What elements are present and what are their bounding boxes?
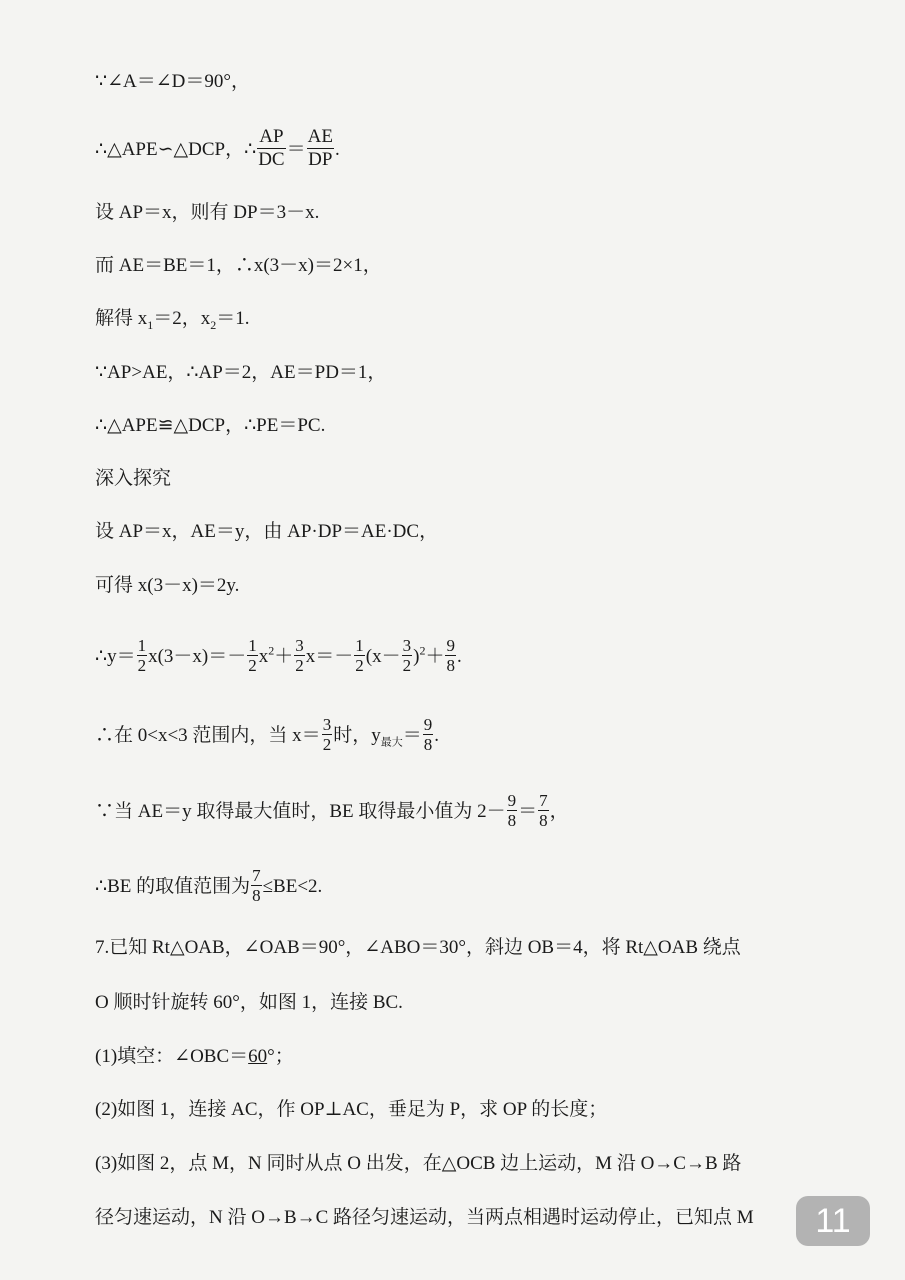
page-count-badge[interactable]: 11 bbox=[796, 1196, 870, 1246]
problem-7-part-1: (1)填空：∠OBC＝60°； bbox=[95, 1046, 294, 1067]
proof-line-11: ∴y＝ $\frac{1}{2}$ x(3－x)＝－ $\frac{1}{2}$ $x^2+$ $\frac{3}{2}$ x＝－ $\frac{1}{2}$ (x－ $\frac{3}{2}$ )$^2$＋ $\frac{9}{8}$ . bbox=[95, 636, 462, 675]
fraction: $\frac{7}{8}$ bbox=[539, 791, 548, 830]
fraction: $\frac{1}{2}$ bbox=[355, 636, 364, 675]
proof-line-9: 设 AP＝x，AE＝y，由 AP·DP＝AE·DC， bbox=[95, 521, 439, 542]
fraction: $\frac{AP}{DC}$ bbox=[258, 126, 285, 170]
problem-7-part-3: (3)如图 2，点 M，N 同时从点 O 出发，在△OCB 边上运动，M 沿 O→C→B 路 bbox=[95, 1153, 742, 1174]
proof-line-2: ∴△APE∽△DCP，∴ $\frac{AP}{DC}$ ＝ $\frac{AE}{DP}$ . bbox=[95, 126, 340, 170]
proof-line-6: ∵AP>AE，∴AP＝2，AE＝PD＝1， bbox=[95, 362, 387, 383]
fraction: $\frac{1}{2}$ bbox=[248, 636, 257, 675]
problem-7-line-2: O 顺时针旋转 60°，如图 1，连接 BC. bbox=[95, 992, 403, 1013]
fraction: $\frac{AE}{DP}$ bbox=[307, 126, 333, 170]
fraction: $\frac{3}{2}$ bbox=[402, 636, 412, 675]
proof-line-1: ∵∠A＝∠D＝90°， bbox=[95, 71, 250, 92]
proof-line-5: 解得 $x_1=2$，$x_2=1$. bbox=[95, 308, 250, 332]
proof-line-14: ∴BE 的取值范围为 $\frac{7}{8}$ ≤BE<2. bbox=[95, 866, 323, 905]
fraction: $\frac{7}{8}$ bbox=[252, 866, 261, 905]
fraction: $\frac{1}{2}$ bbox=[137, 636, 147, 675]
proof-line-12: ∴在 0<x<3 范围内，当 x＝ $\frac{3}{2}$ 时，$y_{最大}=$ $\frac{9}{8}$ . bbox=[95, 715, 439, 754]
fraction: $\frac{9}{8}$ bbox=[507, 791, 517, 830]
proof-line-7: ∴△APE≌△DCP，∴PE＝PC. bbox=[95, 415, 326, 436]
filled-answer: 60 bbox=[248, 1046, 268, 1067]
proof-line-4: 而 AE＝BE＝1，∴x(3－x)＝2×1， bbox=[95, 255, 382, 276]
fraction: $\frac{3}{2}$ bbox=[295, 636, 304, 675]
fraction: $\frac{9}{8}$ bbox=[423, 715, 433, 754]
proof-line-13: ∵当 AE＝y 取得最大值时，BE 取得最小值为 2－ $\frac{9}{8}$ ＝ $\frac{7}{8}$ ， bbox=[95, 791, 569, 830]
proof-line-3: 设 AP＝x，则有 DP＝3－x. bbox=[95, 202, 320, 223]
fraction: $\frac{3}{2}$ bbox=[322, 715, 332, 754]
problem-7-line-1: 7.已知 Rt△OAB，∠OAB＝90°，∠ABO＝30°，斜边 OB＝4，将 Rt△OAB 绕点 bbox=[95, 937, 741, 958]
problem-7-part-3-cont: 径匀速运动，N 沿 O→B→C 路径匀速运动，当两点相遇时运动停止，已知点 M bbox=[95, 1207, 754, 1228]
problem-7-part-2: (2)如图 1，连接 AC，作 OP⊥AC，垂足为 P，求 OP 的长度； bbox=[95, 1099, 608, 1120]
section-heading: 深入探究 bbox=[95, 468, 172, 489]
proof-line-10: 可得 x(3－x)＝2y. bbox=[95, 575, 240, 596]
fraction: $\frac{9}{8}$ bbox=[446, 636, 455, 675]
